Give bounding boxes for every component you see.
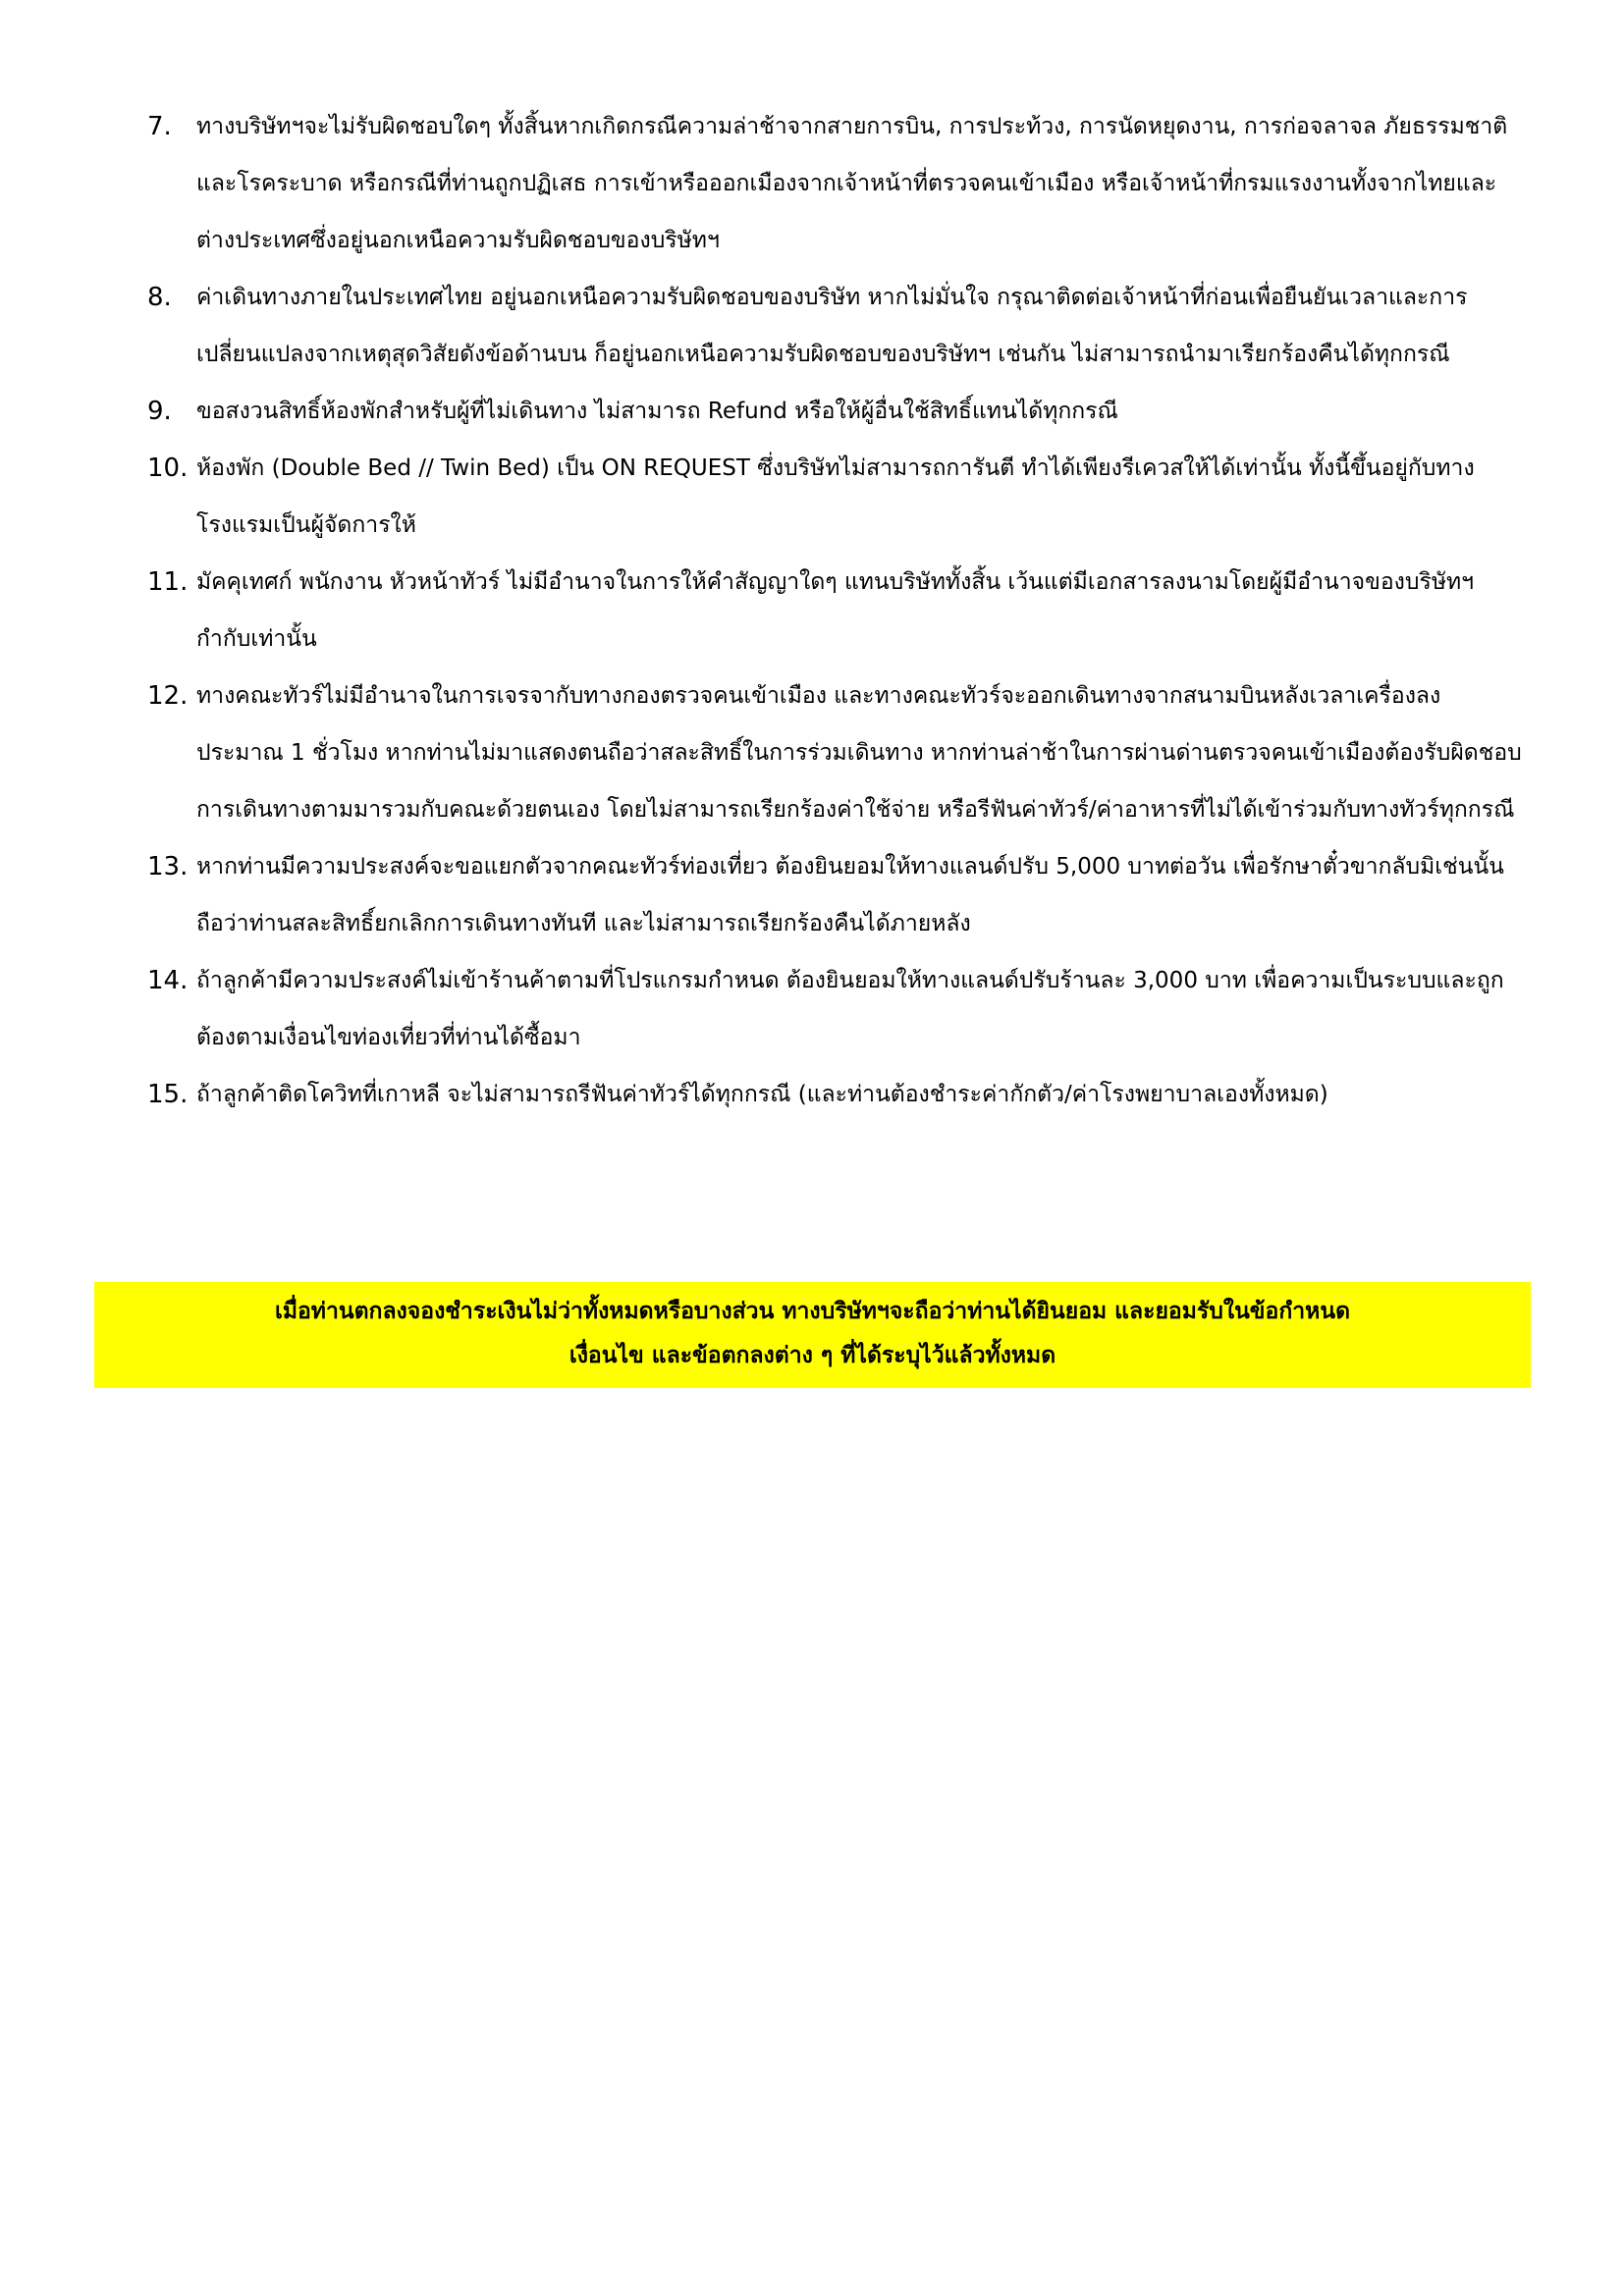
term-item <box>147 667 1522 838</box>
term-text: หากท่านมีความประสงค์จะขอแยกตัวจากคณะทัวร์ท่องเที่ยว ต้องยินยอมให้ทางแลนด์ปรับ 5,000 บาทต่อวัน เพื่อรักษาตั๋วขากลับมิเช่นนั้นถือว่าท่านสละสิทธิ์ยกเลิกการเดินทางทันที และไม่สามารถเรียกร้องคืนได้ภายหลัง <box>196 854 1504 936</box>
term-number: 8. <box>147 283 172 312</box>
term-item <box>147 269 1522 383</box>
term-text: ค่าเดินทางภายในประเทศไทย อยู่นอกเหนือความรับผิดชอบของบริษัท หากไม่มั่นใจ กรุณาติดต่อเจ้าหน้าที่ก่อนเพื่อยืนยันเวลาและการเปลี่ยนแปลงจากเหตุสุดวิสัยดังข้อด้านบน ก็อยู่นอกเหนือความรับผิดชอบของบริษัทฯ เช่นกัน ไม่สามารถนำมาเรียกร้องคืนได้ทุกกรณี <box>196 285 1468 367</box>
term-number: 12. <box>147 681 189 711</box>
term-number: 10. <box>147 454 189 483</box>
term-number: 13. <box>147 852 189 881</box>
term-item <box>147 838 1522 952</box>
term-item <box>147 554 1522 667</box>
term-item <box>147 440 1522 554</box>
term-text: ห้องพัก (Double Bed // Twin Bed) เป็น ON REQUEST ซึ่งบริษัทไม่สามารถการันตี ทำได้เพียงรีเควสให้ได้เท่านั้น ทั้งนี้ขึ้นอยู่กับทางโรงแรมเป็นผู้จัดการให้ <box>196 455 1475 538</box>
term-number: 7. <box>147 112 172 141</box>
notice-line-2: เงื่อนไข และข้อตกลงต่าง ๆ ที่ได้ระบุไว้แล้วทั้งหมด <box>568 1343 1056 1368</box>
term-number: 9. <box>147 397 172 426</box>
term-text: ทางคณะทัวร์ไม่มีอำนาจในการเจรจากับทางกองตรวจคนเข้าเมือง และทางคณะทัวร์จะออกเดินทางจากสนามบินหลังเวลาเครื่องลงประมาณ 1 ชั่วโมง หากท่านไม่มาแสดงตนถือว่าสละสิทธิ์ในการร่วมเดินทาง หากท่านล่าช้าในการผ่านด่านตรวจคนเข้าเมืองต้องรับผิดชอบการเดินทางตามมารวมกับคณะด้วยตนเอง โดยไม่สามารถเรียกร้องค่าใช้จ่าย หรือรีฟันค่าทัวร์/ค่าอาหารที่ไม่ได้เข้าร่วมกับทางทัวร์ทุกกรณี <box>196 683 1522 823</box>
term-number: 15. <box>147 1080 189 1109</box>
term-text: ถ้าลูกค้ามีความประสงค์ไม่เข้าร้านค้าตามที่โปรแกรมกำหนด ต้องยินยอมให้ทางแลนด์ปรับร้านละ 3,000 บาท เพื่อความเป็นระบบและถูกต้องตามเงื่อนไขท่องเที่ยวที่ท่านได้ซื้อมา <box>196 968 1504 1050</box>
term-item <box>147 383 1522 440</box>
term-number: 14. <box>147 966 189 995</box>
notice-line-1: เมื่อท่านตกลงจองชำระเงินไม่ว่าทั้งหมดหรือบางส่วน ทางบริษัทฯจะถือว่าท่านได้ยินยอม และยอมรับในข้อกำหนด <box>274 1299 1351 1324</box>
term-item <box>147 952 1522 1066</box>
term-text: ขอสงวนสิทธิ์ห้องพักสำหรับผู้ที่ไม่เดินทาง ไม่สามารถ Refund หรือให้ผู้อื่นใช้สิทธิ์แทนได้ทุกกรณี <box>196 399 1118 424</box>
terms-list <box>147 98 1522 1123</box>
term-text: ทางบริษัทฯจะไม่รับผิดชอบใดๆ ทั้งสิ้นหากเกิดกรณีความล่าช้าจากสายการบิน, การประท้วง, การนัดหยุดงาน, การก่อจลาจล ภัยธรรมชาติ และโรคระบาด หรือกรณีที่ท่านถูกปฏิเสธ การเข้าหรือออกเมืองจากเจ้าหน้าที่ตรวจคนเข้าเมือง หรือเจ้าหน้าที่กรมแรงงานทั้งจากไทยและต่างประเทศซึ่งอยู่นอกเหนือความรับผิดชอบของบริษัทฯ <box>196 114 1508 253</box>
term-item <box>147 1066 1522 1123</box>
term-text: ถ้าลูกค้าติดโควิทที่เกาหลี จะไม่สามารถรีฟันค่าทัวร์ได้ทุกกรณี (และท่านต้องชำระค่ากักตัว/ค่าโรงพยาบาลเองทั้งหมด) <box>196 1082 1328 1107</box>
term-item <box>147 98 1522 269</box>
term-number: 11. <box>147 567 189 597</box>
agreement-notice-box <box>94 1282 1531 1388</box>
term-text: มัคคุเทศก์ พนักงาน หัวหน้าทัวร์ ไม่มีอำนาจในการให้คำสัญญาใดๆ แทนบริษัททั้งสิ้น เว้นแต่มีเอกสารลงนามโดยผู้มีอำนาจของบริษัทฯกำกับเท่านั้น <box>196 569 1475 652</box>
